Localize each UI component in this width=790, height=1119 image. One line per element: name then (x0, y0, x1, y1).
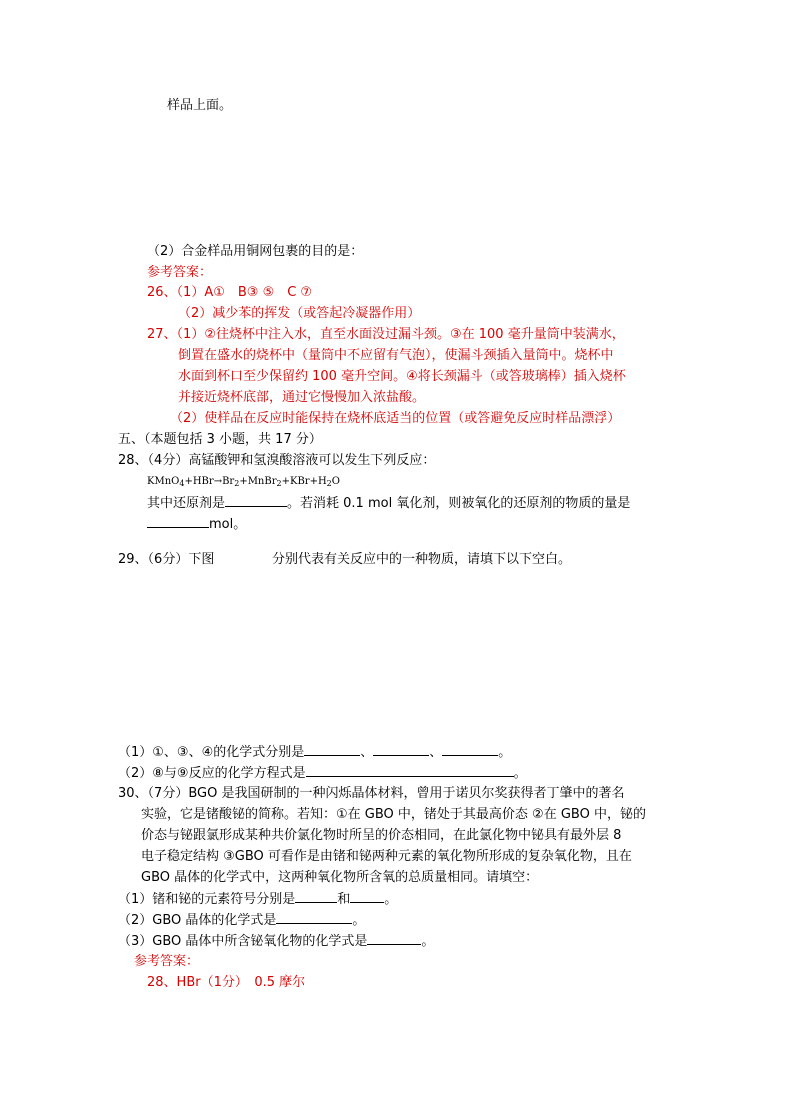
section-5-heading: 五、（本题包括 3 小题，共 17 分） (118, 432, 322, 447)
q30-blank-ge[interactable] (295, 890, 337, 903)
q29-sub1: （1）①、③、④的化学式分别是 、 、 。 (118, 745, 512, 760)
q28-equation: $KMnO_4+HBr\to Br_2+MnBr_2+KBr+H_2O$ (147, 476, 340, 488)
q29-blank-4[interactable] (442, 743, 498, 756)
ans28: 28、HBr（1分） 0.5 摩尔 (147, 975, 306, 990)
top-fragment: 样品上面。 (167, 98, 233, 113)
q27-part2: （2）合金样品用铜网包裹的目的是： (147, 244, 364, 259)
q28-blank-amount[interactable] (147, 515, 209, 528)
q28-heading: 28、（4分）高锰酸钾和氢溴酸溶液可以发生下列反应： (118, 453, 436, 468)
ans27-line1: 27、（1）②往烧杯中注入水，直至水面没过漏斗颈。③在 100 毫升量筒中装满水， (147, 327, 625, 342)
q28-line2: mol。 (147, 515, 246, 534)
q29-blank-equation[interactable] (306, 764, 514, 777)
q28-line1: 其中还原剂是 。若消耗 0.1 mol 氧化剂，则被氧化的还原剂的物质的量是 (147, 496, 631, 511)
ans27-line5: （2）使样品在反应时能保持在烧杯底适当的位置（或答避免反应时样品漂浮） (170, 411, 621, 426)
q30-line4: 电子稳定结构 ③GBO 可看作是由锗和铋两种元素的氧化物所形成的复杂氧化物，且在 (141, 849, 632, 864)
q29-sub2: （2）⑧与⑨反应的化学方程式是 。 (118, 766, 527, 781)
q29-blank-3[interactable] (373, 743, 429, 756)
answers-title-1: 参考答案： (147, 265, 213, 280)
q30-blank-formula[interactable] (276, 911, 352, 924)
q28-blank-reductant[interactable] (225, 494, 287, 507)
ans26-line1: 26、（1）A① B③ ⑤ C ⑦ (147, 285, 313, 300)
ans27-line2: 倒置在盛水的烧杯中（量筒中不应留有气泡），使漏斗颈插入量筒中。烧杯中 (178, 348, 614, 363)
q30-sub3: （3）GBO 晶体中所含铋氧化物的化学式是 。 (118, 934, 435, 949)
ans26-line2: （2）减少苯的挥发（或答起冷凝器作用） (178, 306, 421, 321)
q30-blank-oxide[interactable] (367, 932, 421, 945)
q29-heading-end: 分别代表有关反应中的一种物质，请填下以下空白。 (272, 552, 572, 567)
q30-line1: 30、（7分）BGO 是我国研制的一种闪烁晶体材料，曾用于诺贝尔奖获得者丁肇中的著名 (118, 786, 625, 801)
q30-line5: GBO 晶体的化学式中，这两种氧化物所含氧的总质量相同。请填空： (141, 870, 539, 885)
q30-blank-bi[interactable] (350, 890, 384, 903)
q30-sub2: （2）GBO 晶体的化学式是 。 (118, 913, 366, 928)
q30-line3: 价态与铋跟氯形成某种共价氯化物时所呈的价态相同，在此氯化物中铋具有最外层 8 (141, 828, 622, 843)
q29-heading-start: 29、（6分）下图 (118, 552, 215, 567)
q30-sub1: （1）锗和铋的元素符号分别是 和 。 (118, 892, 398, 907)
ans27-line4: 并接近烧杯底部，通过它慢慢加入浓盐酸。 (178, 390, 426, 405)
q30-line2: 实验，它是锗酸铋的简称。若知：①在 GBO 中，锗处于其最高价态 ②在 GBO 中，铋的 (141, 807, 646, 822)
answers-title-2: 参考答案： (134, 954, 200, 969)
q29-blank-1[interactable] (304, 743, 360, 756)
ans27-line3: 水面到杯口至少保留约 100 毫升空间。④将长颈漏斗（或答玻璃棒）插入烧杯 (178, 369, 626, 384)
